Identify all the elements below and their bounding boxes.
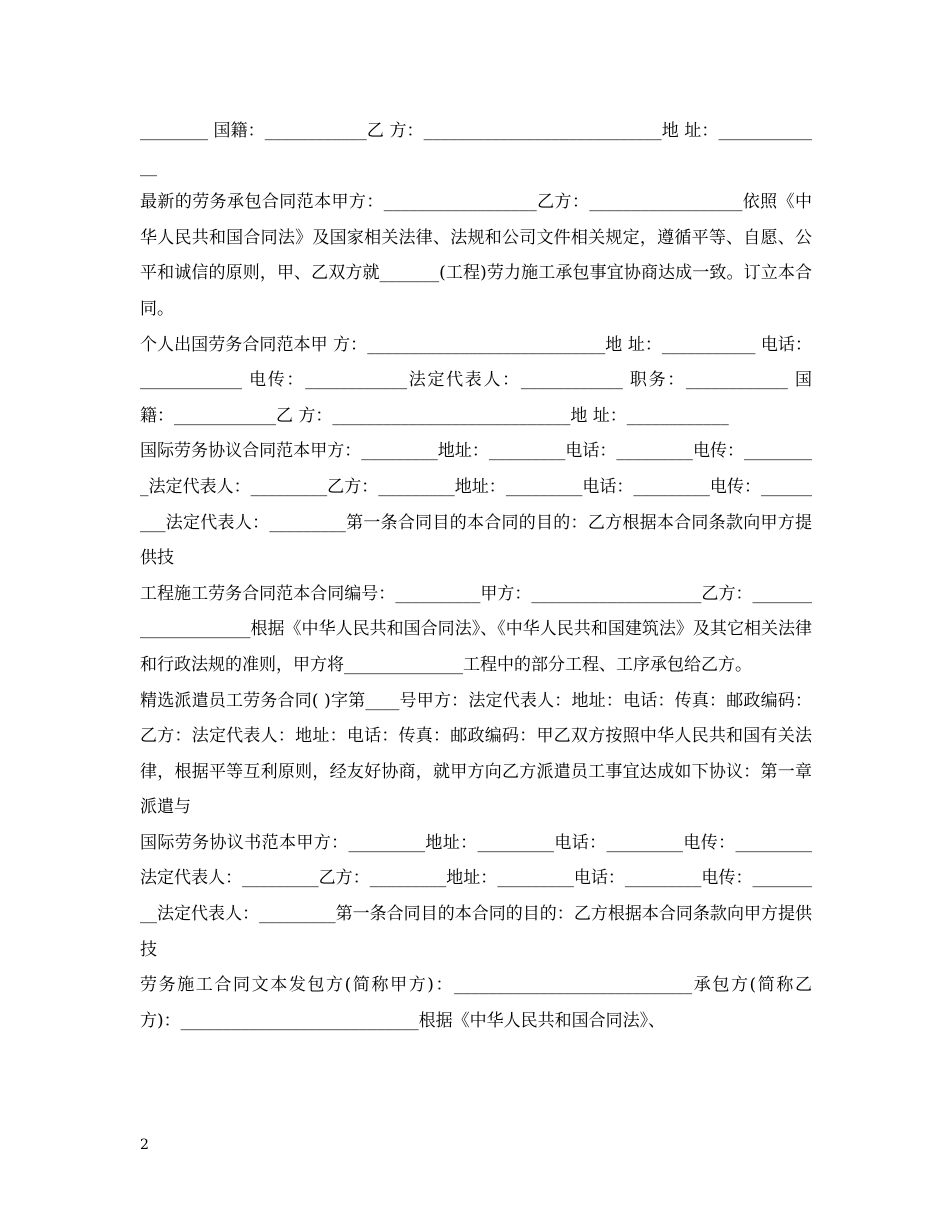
paragraph-2: 最新的劳务承包合同范本甲方：__________________乙方：__________________依照《中华人民共和国合同法》及国家相关法律、法规和公司文件相关规定，遵循平等、自愿、公平和诚信的原则，甲、乙双方就_______(工程)劳力施工承包事宜协商达成一致。订立本合同。 bbox=[140, 192, 812, 319]
paragraph-6: 精选派遣员工劳务合同( )字第____号甲方：法定代表人：地址：电话：传真：邮政编码：乙方：法定代表人：地址：电话：传真：邮政编码：甲乙双方按照中华人民共和国有关法律，根据平等互利原则，经友好协商，就甲方向乙方派遣员工事宜达成如下协议：第一章派遣与 bbox=[140, 690, 812, 818]
paragraph-5: 工程施工劳务合同范本合同编号：__________甲方：____________________乙方：____________________根据《中华人民共和国合同法》、《中华人民共和国建筑法》及其它相关法律和行政法规的准则，甲方将______________工程中的部分工程、工序承包给乙方。 bbox=[140, 583, 812, 675]
paragraph-1: ________ 国籍：____________乙 方：____________________________地 址：_____________ bbox=[140, 121, 812, 177]
paragraph-7: 国际劳务协议书范本甲方：_________地址：_________电话：_________电传：_________法定代表人：_________乙方：_________地址：_________电话：_________电传：_________法定代表人：_________第一条合同目的本合同的目的：乙方根据本合同条款向甲方提供技 bbox=[140, 832, 812, 960]
paragraph-4: 国际劳务协议合同范本甲方：_________地址：_________电话：_________电传：_________法定代表人：_________乙方：_________地址：_________电话：_________电传：_________法定代表人：_________第一条合同目的本合同的目的：乙方根据本合同条款向甲方提供技 bbox=[140, 441, 812, 569]
document-body bbox=[140, 114, 812, 1039]
page-number: 2 bbox=[140, 1137, 149, 1153]
paragraph-8: 劳务施工合同文本发包方(简称甲方)：____________________________承包方(简称乙方)：____________________________根据《中华人民共和国合同法》、 bbox=[140, 975, 812, 1031]
paragraph-3: 个人出国劳务合同范本甲 方：____________________________地 址：___________ 电话：____________ 电传：____________法定代表人：____________ 职务：____________ 国籍：____________乙 方：____________________________地 址：____________ bbox=[140, 334, 812, 426]
